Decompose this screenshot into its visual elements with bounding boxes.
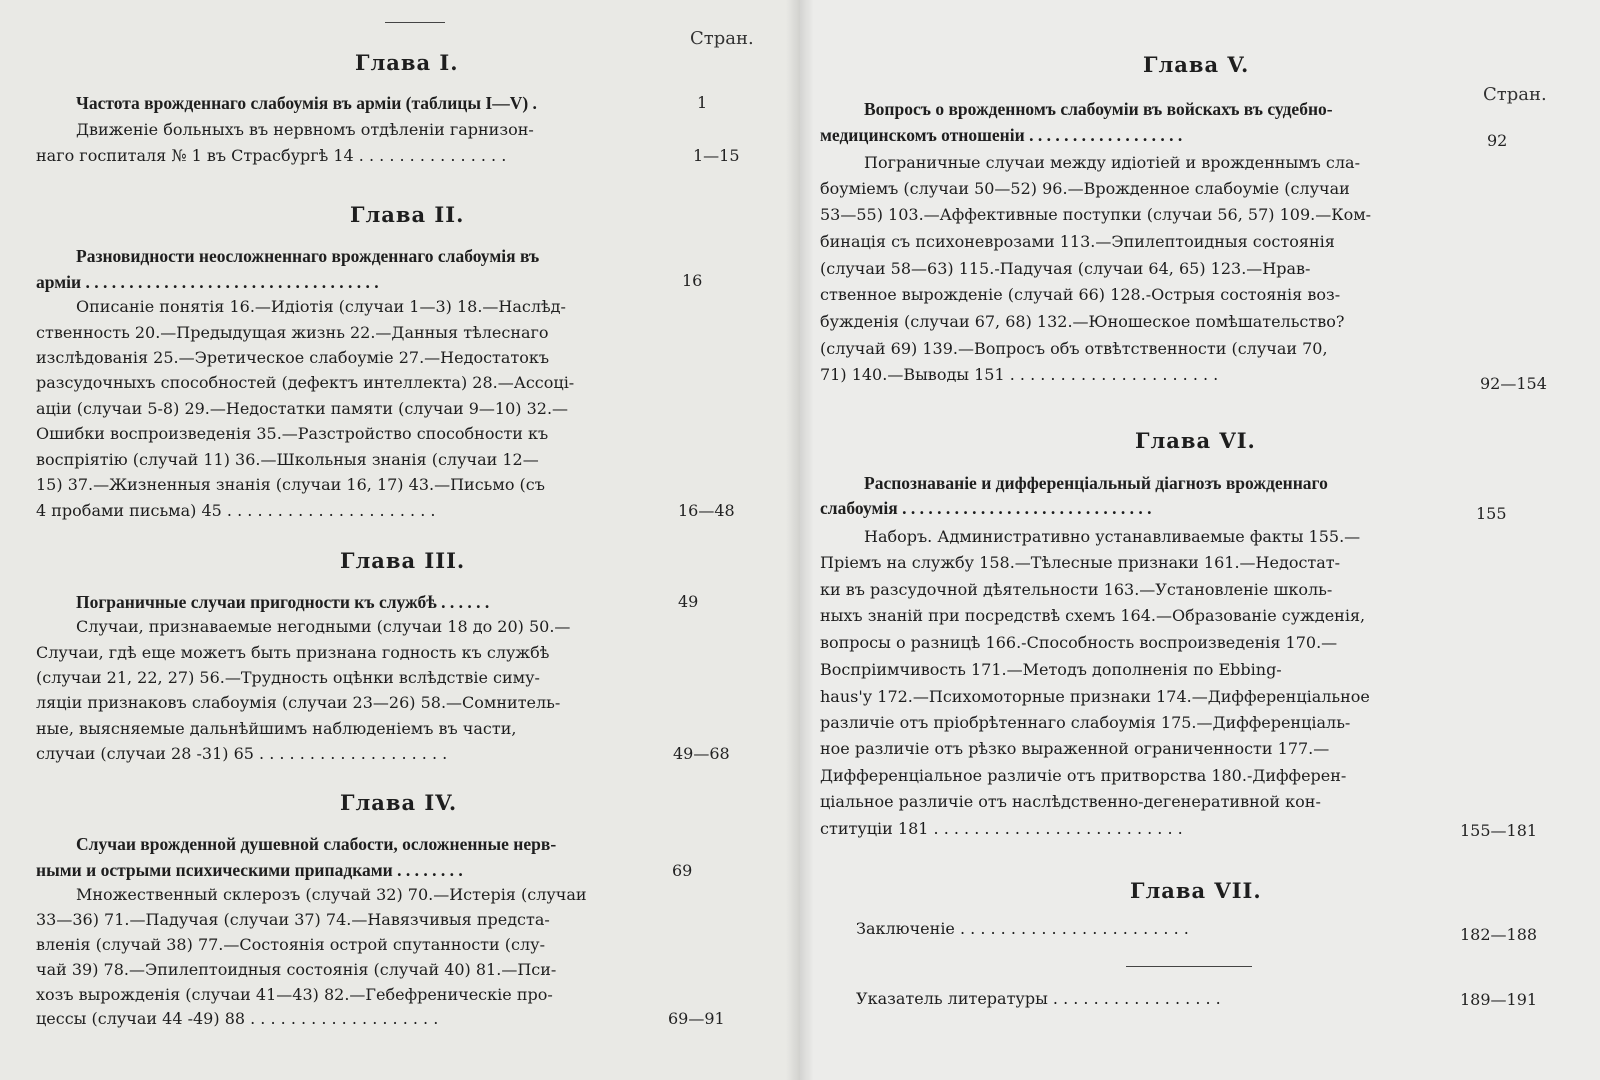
page-number: 69 — [672, 861, 693, 880]
entry-body-line: ственное вырожденіе (случай 66) 128.-Острыя состоянія воз- — [820, 285, 1341, 304]
page-number: 49—68 — [673, 744, 730, 763]
entry-body-line: haus'у 172.—Психомоторные признаки 174.—Дифференціальное — [820, 687, 1370, 706]
entry-body-line: цессы (случаи 44 -49) 88 . . . . . . . . . . . . . . . . . . . — [36, 1009, 439, 1028]
entry-body-line: чай 39) 78.—Эпилептоидныя состоянія (случай 40) 81.—Пси- — [36, 960, 557, 979]
entry-body-line: ные, выясняемые дальнѣйшимъ наблюденіемъ въ части, — [36, 719, 517, 738]
entry-body-line: (случаи 21, 22, 27) 56.—Трудность оцѣнки вслѣдствіе симу- — [36, 668, 540, 687]
entry-body-line: бужденія (случаи 67, 68) 132.—Юношеское помѣшательство? — [820, 312, 1345, 331]
entry-title: Случаи врожденной душевной слабости, осложненные нерв- — [76, 834, 557, 854]
right-page — [800, 0, 1600, 1080]
entry-title: ными и острыми психическими припадками . . . . . . . . — [36, 860, 463, 880]
entry-body-line: (случаи 58—63) 115.-Падучая (случаи 64, 65) 123.—Нрав- — [820, 259, 1311, 278]
entry-body-line: Ошибки воспроизведенія 35.—Разстройство способности къ — [36, 424, 549, 443]
book-gutter — [786, 0, 814, 1080]
page-number: 155—181 — [1460, 821, 1538, 840]
entry-title: Пограничные случаи пригодности къ службѣ . . . . . . — [76, 592, 490, 612]
page-number: 155 — [1476, 504, 1507, 523]
entry-body-line: 71) 140.—Выводы 151 . . . . . . . . . . . . . . . . . . . . . — [820, 365, 1219, 384]
page-number: 92—154 — [1480, 374, 1547, 393]
entry-body-line: различіе отъ пріобрѣтеннаго слабоумія 175.—Дифференціаль- — [820, 713, 1351, 732]
page-column-label: Стран. — [1483, 84, 1547, 105]
chapter-heading: Глава VI. — [1135, 428, 1256, 453]
entry-body-line: ціальное различіе отъ наслѣдственно-дегенеративной кон- — [820, 792, 1321, 811]
entry-body-line: 4 пробами письма) 45 . . . . . . . . . . . . . . . . . . . . . — [36, 501, 436, 520]
entry-body-line: Заключеніе . . . . . . . . . . . . . . . . . . . . . . . — [856, 919, 1189, 938]
page-number: 16 — [682, 271, 703, 290]
page-number: 16—48 — [678, 501, 735, 520]
entry-body-line: Дифференціальное различіе отъ притворства 180.-Дифферен- — [820, 766, 1347, 785]
entry-title: Распознаваніе и дифференціальный діагнозъ врожденнаго — [864, 473, 1328, 493]
entry-body-line: хозъ вырожденія (случаи 41—43) 82.—Гебефреническіе про- — [36, 985, 553, 1004]
entry-body-line: Случаи, признаваемые негодными (случаи 18 до 20) 50.— — [76, 617, 571, 636]
entry-title: медицинскомъ отношеніи . . . . . . . . . . . . . . . . . . — [820, 125, 1183, 145]
entry-title: Разновидности неосложненнаго врожденнаго слабоумія въ — [76, 246, 540, 266]
entry-body-line: вопросы о разницѣ 166.-Способность воспроизведенія 170.— — [820, 633, 1338, 652]
entry-body-line: ныхъ знаній при посредствѣ схемъ 164.—Образованіе сужденія, — [820, 606, 1366, 625]
entry-body-line: изслѣдованія 25.—Эретическое слабоуміе 27.—Недостатокъ — [36, 348, 550, 367]
entry-body-line: случаи (случаи 28 -31) 65 . . . . . . . . . . . . . . . . . . . — [36, 744, 448, 763]
entry-body-line: вленія (случай 38) 77.—Состоянія острой спутанности (слу- — [36, 935, 545, 954]
entry-body-line: Указатель литературы . . . . . . . . . . . . . . . . . — [856, 989, 1221, 1008]
entry-body-line: ное различіе отъ рѣзко выраженной ограниченности 177.— — [820, 739, 1330, 758]
page-number: 1 — [697, 93, 708, 112]
entry-body-line: наго госпиталя № 1 въ Страсбургѣ 14 . . . . . . . . . . . . . . . — [36, 146, 507, 165]
chapter-heading: Глава II. — [350, 202, 465, 227]
entry-body-line: 15) 37.—Жизненныя знанія (случаи 16, 17) 43.—Письмо (съ — [36, 475, 545, 494]
entry-body-line: Воспріимчивость 171.—Методъ дополненія по Ebbing- — [820, 660, 1282, 679]
entry-body-line: ституціи 181 . . . . . . . . . . . . . . . . . . . . . . . . . — [820, 819, 1183, 838]
entry-body-line: ляціи признаковъ слабоумія (случаи 23—26) 58.—Сомнитель- — [36, 693, 561, 712]
entry-body-line: бинація съ психоневрозами 113.—Эпилептоидныя состоянія — [820, 232, 1335, 251]
entry-body-line: Движеніе больныхъ въ нервномъ отдѣленіи гарнизон- — [76, 120, 534, 139]
entry-body-line: Пріемъ на службу 158.—Тѣлесные признаки 161.—Недостат- — [820, 553, 1341, 572]
section-divider — [1126, 966, 1252, 967]
entry-body-line: 33—36) 71.—Падучая (случаи 37) 74.—Навязчивыя предста- — [36, 910, 550, 929]
page-number: 69—91 — [668, 1009, 725, 1028]
page-number: 92 — [1487, 131, 1508, 150]
entry-title: арміи . . . . . . . . . . . . . . . . . . . . . . . . . . . . . . . . . . — [36, 272, 379, 292]
entry-body-line: ки въ разсудочной дѣятельности 163.—Установленіе школь- — [820, 580, 1333, 599]
page-number: 189—191 — [1460, 990, 1538, 1009]
entry-title: Частота врожденнаго слабоумія въ арміи (таблицы I—V) . — [76, 93, 537, 113]
page-column-label: Стран. — [690, 28, 754, 49]
entry-body-line: воспріятію (случай 11) 36.—Школьныя знанія (случаи 12— — [36, 450, 539, 469]
top-rule — [385, 22, 445, 23]
page-number: 182—188 — [1460, 925, 1538, 944]
entry-title: слабоумія . . . . . . . . . . . . . . . . . . . . . . . . . . . . . — [820, 498, 1152, 518]
chapter-heading: Глава IV. — [340, 790, 458, 815]
entry-body-line: Наборъ. Административно устанавливаемые факты 155.— — [864, 527, 1361, 546]
entry-body-line: Множественный склерозъ (случай 32) 70.—Истерія (случаи — [76, 885, 587, 904]
entry-body-line: Случаи, гдѣ еще можетъ быть признана годность къ службѣ — [36, 643, 550, 662]
entry-body-line: ственность 20.—Предыдущая жизнь 22.—Данныя тѣлеснаго — [36, 323, 549, 342]
entry-body-line: боуміемъ (случаи 50—52) 96.—Врожденное слабоуміе (случаи — [820, 179, 1350, 198]
entry-title: Вопросъ о врожденномъ слабоуміи въ войскахъ въ судебно- — [864, 99, 1333, 119]
entry-body-line: (случай 69) 139.—Вопросъ объ отвѣтственности (случаи 70, — [820, 339, 1328, 358]
chapter-heading: Глава V. — [1143, 52, 1250, 77]
entry-body-line: 53—55) 103.—Аффективные поступки (случаи 56, 57) 109.—Ком- — [820, 205, 1372, 224]
page-number: 49 — [678, 592, 699, 611]
entry-body-line: аціи (случаи 5-8) 29.—Недостатки памяти (случаи 9—10) 32.— — [36, 399, 569, 418]
page-number: 1—15 — [693, 146, 740, 165]
chapter-heading: Глава I. — [355, 50, 459, 75]
entry-body-line: разсудочныхъ способностей (дефектъ интеллекта) 28.—Ассоці- — [36, 373, 575, 392]
entry-body-line: Описаніе понятія 16.—Идіотія (случаи 1—3) 18.—Наслѣд- — [76, 297, 566, 316]
chapter-heading: Глава VII. — [1130, 878, 1262, 903]
chapter-heading: Глава III. — [340, 548, 466, 573]
entry-body-line: Пограничные случаи между идіотіей и врожденнымъ сла- — [864, 153, 1360, 172]
